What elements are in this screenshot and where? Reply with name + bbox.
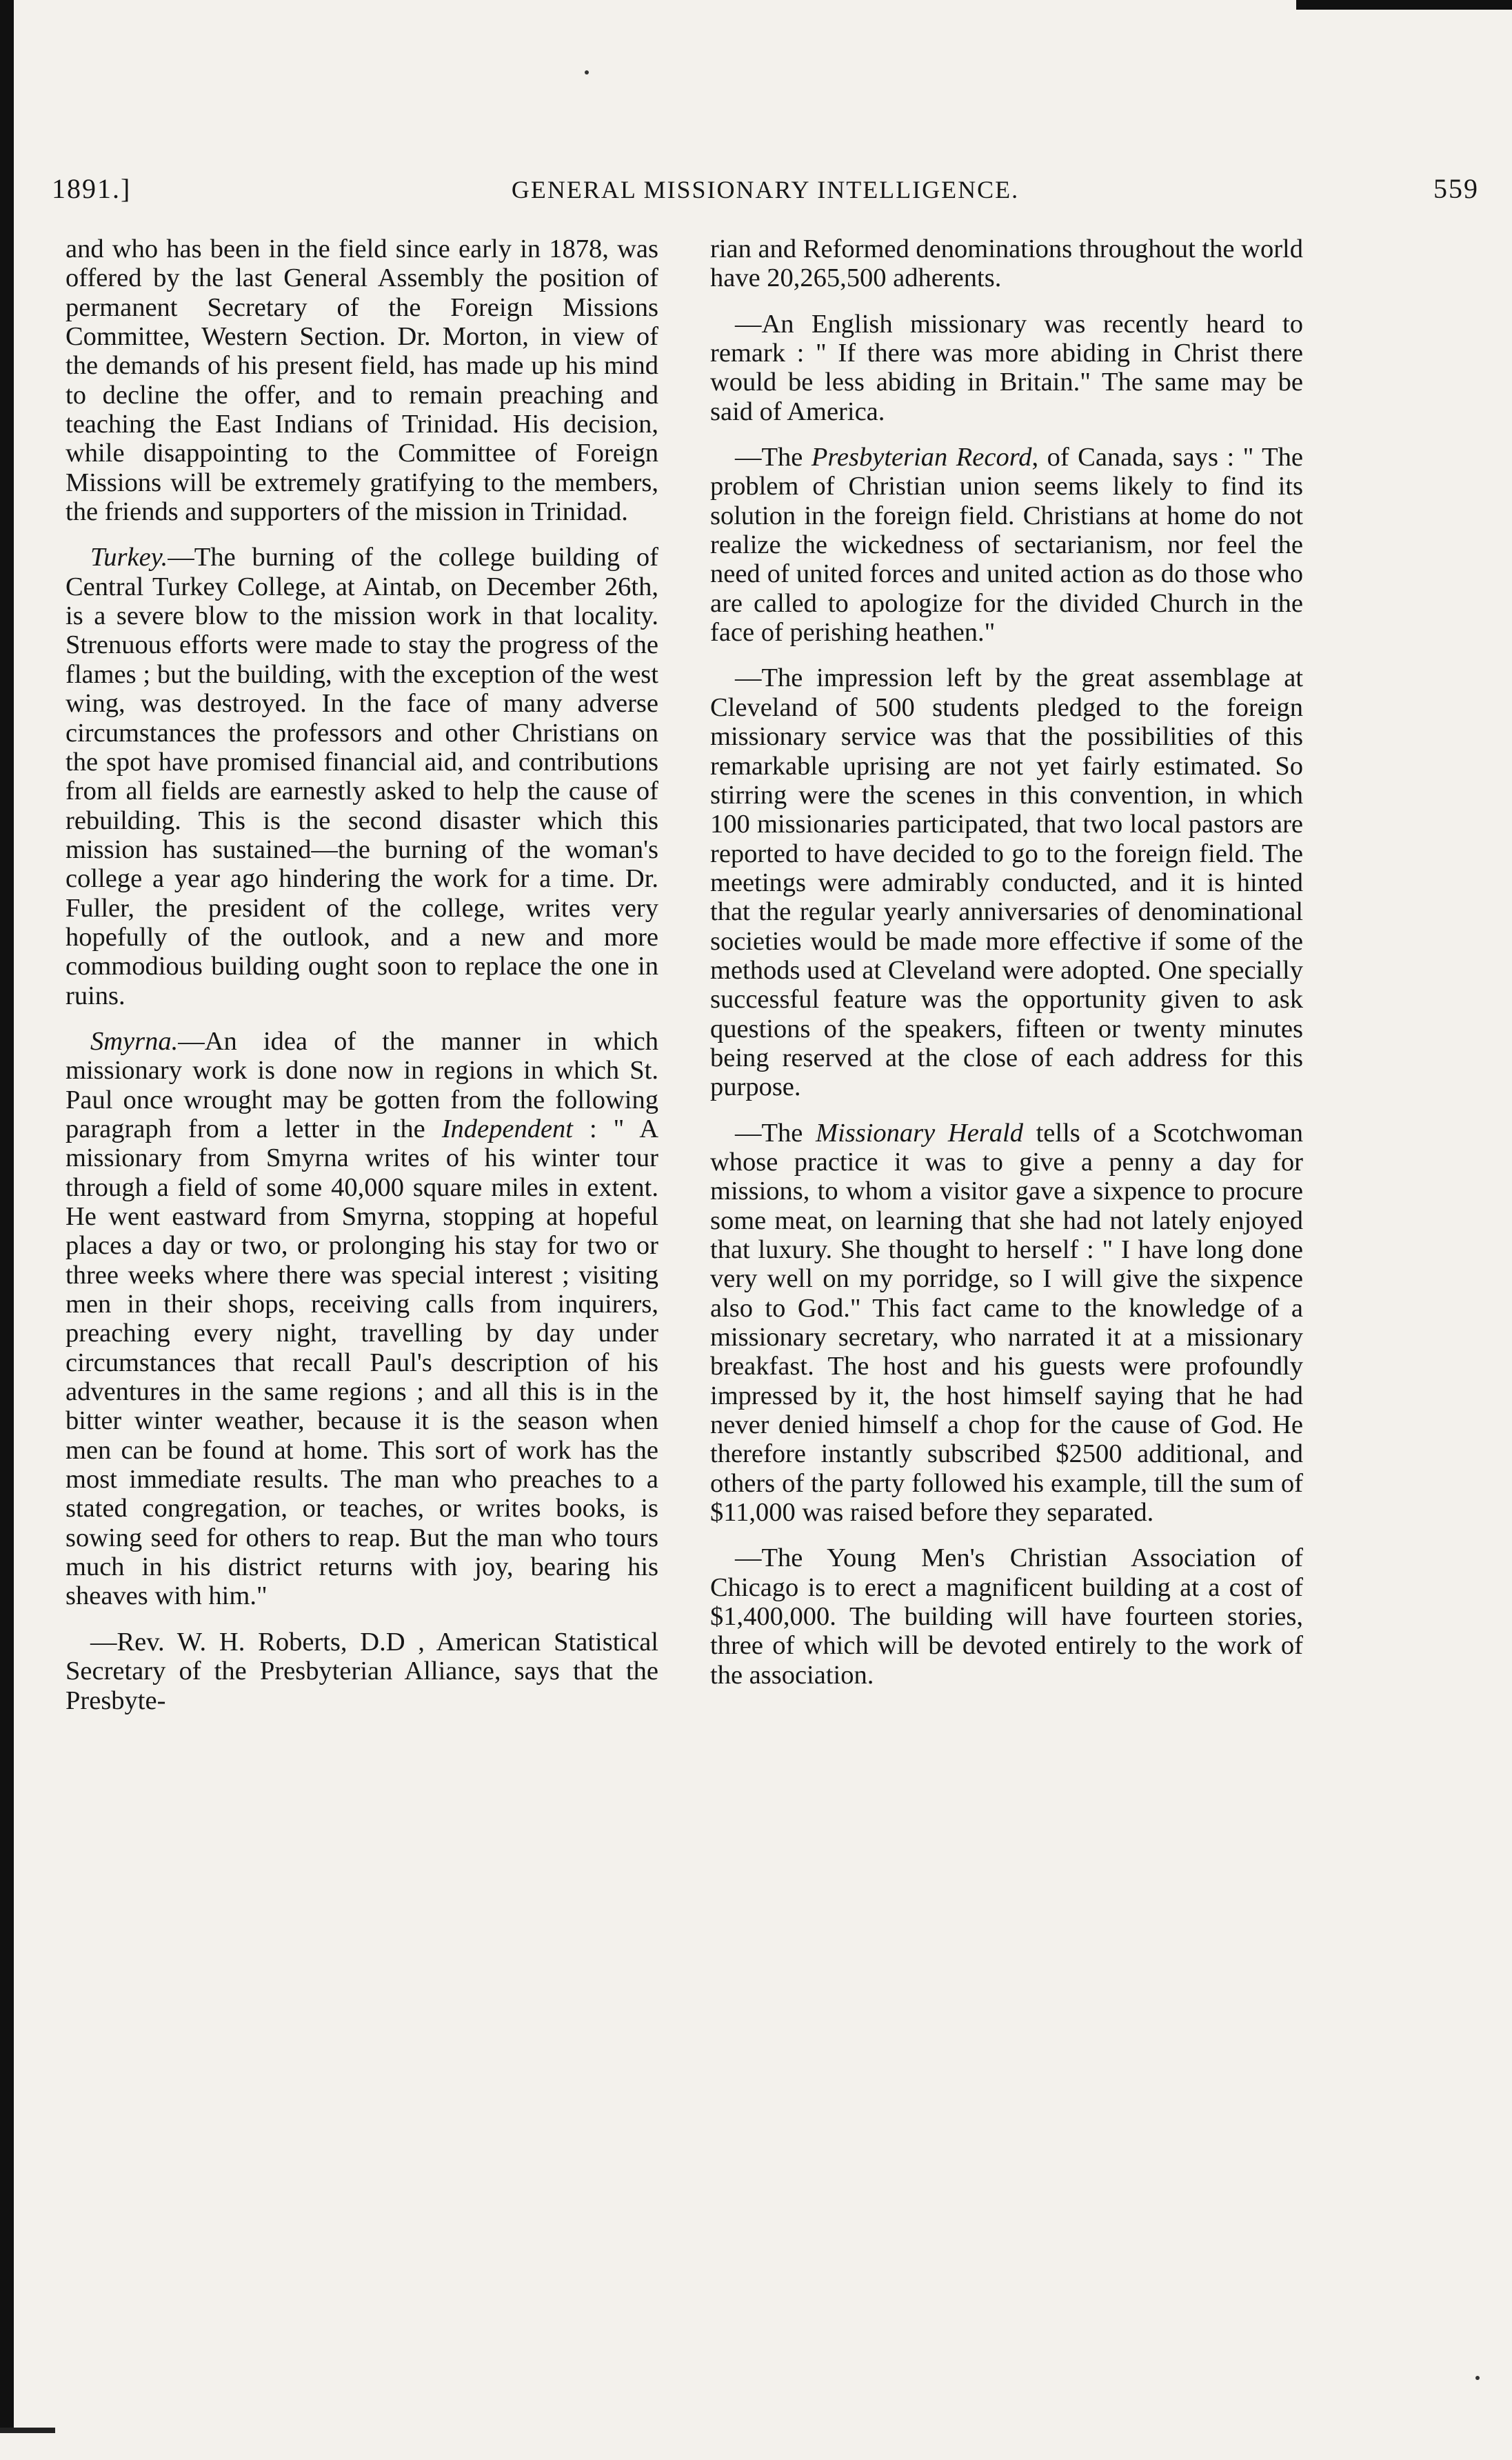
paragraph-turkey-text: —The burning of the college building of Central Turkey College, at Aintab, on December 26th, is a severe blow to the mission work in that locality. Strenuous efforts were made to stay the progress of the flames ; but the building, with the exception of the west wing, was destroyed. In the face of many adverse circumstances the professors and other Christians on the spot have promised financial aid, and contributions from all fields are earnestly asked to help the cause of rebuilding. This is the second disaster which this mission has sustained—the burning of the woman's college a year ago hindering the work for a time. Dr. Fuller, the president of the college, writes very hopefully of the outlook, and a new and more commodious building ought soon to replace the one in ruins. bbox=[65, 543, 658, 1010]
paragraph-prefix: —The bbox=[735, 443, 812, 472]
journal-title-presbyterian-record: Presbyterian Record bbox=[811, 443, 1032, 472]
paragraph-presbyterian-record-text: , of Canada, says : " The problem of Christian union seems likely to find its solution in the foreign field. Christians at home do not realize the wickedness of sectarianism, nor feel the need of united forces and united action as do those who are called to apologize for the divided Church in the face of perishing heathen." bbox=[710, 443, 1304, 648]
header-year: 1891.] bbox=[52, 173, 132, 204]
paragraph-presbyterian-record bbox=[710, 443, 1303, 647]
journal-title-missionary-herald: Missionary Herald bbox=[816, 1118, 1023, 1148]
scan-border-left bbox=[0, 0, 14, 2428]
paragraph-reformed: rian and Reformed denominations throughout the world have 20,265,500 adherents. bbox=[710, 234, 1303, 293]
paragraph-cleveland: —The impression left by the great assemblage at Cleveland of 500 students pledged to the foreign missionary service was that the possibilities of this remarkable uprising are not yet fairly estimated. So stirring were the scenes in this convention, in which 100 missionaries participated, that two local pastors are reported to have decided to go to the foreign field. The meetings were admirably conducted, and it is hinted that the regular yearly anniversaries of denominational societies would be made more effective if some of the methods used at Cleveland were adopted. One specially successful feature was the opportunity given to ask questions of the speakers, fifteen or twenty minutes being reserved at the close of each address for this purpose. bbox=[710, 663, 1303, 1102]
page-number: 559 bbox=[1433, 173, 1479, 204]
paragraph-roberts: —Rev. W. H. Roberts, D.D , American Statistical Secretary of the Presbyterian Alliance, says that the Presbyte- bbox=[65, 1627, 658, 1715]
paragraph-trinidad: and who has been in the field since early in 1878, was offered by the last General Assembly the position of permanent Secretary of the Foreign Missions Committee, Western Section. Dr. Morton, in view of the demands of his present field, has made up his mind to decline the offer, and to remain preaching and teaching the East Indians of Trinidad. His decision, while disappointing to the Committee of Foreign Missions will be extremely gratifying to the members, the friends and supporters of the mission in Trinidad. bbox=[65, 234, 658, 527]
paragraph-missionary-herald-text: tells of a Scotchwoman whose practice it was to give a penny a day for missions, to whom a visitor gave a sixpence to procure some meat, on learning that she had not lately enjoyed that luxury. She thought to herself : " I have long done very well on my porridge, so I will give the sixpence also to God." This fact came to the knowledge of a missionary secretary, who narrated it at a missionary breakfast. The host and his guests were profoundly impressed by it, the host himself saying that he had never denied himself a chop for the cause of God. He therefore instantly subscribed $2500 additional, and others of the party followed his example, till the sum of $11,000 was raised before they separated. bbox=[710, 1118, 1303, 1528]
right-column bbox=[710, 234, 1303, 1706]
scan-mark-bottom bbox=[0, 2428, 55, 2433]
left-column bbox=[65, 234, 658, 1732]
running-header bbox=[52, 172, 1479, 214]
paragraph-missionary-herald bbox=[710, 1119, 1303, 1528]
paragraph-smyrna bbox=[65, 1027, 658, 1611]
section-lead-smyrna: Smyrna. bbox=[90, 1026, 179, 1056]
paragraph-turkey bbox=[65, 543, 658, 1010]
paragraph-ymca-chicago: —The Young Men's Christian Association of Chicago is to erect a magnificent building at a cost of $1,400,000. The building will have fourteen stories, three of which will be devoted entirely to the work of the association. bbox=[710, 1543, 1303, 1690]
section-lead-turkey: Turkey. bbox=[90, 543, 168, 572]
journal-title-independent: Independent bbox=[441, 1114, 573, 1143]
paragraph-smyrna-text-b: : " A missionary from Smyrna writes of his winter tour through a field of some 40,000 square miles in extent. He went eastward from Smyrna, stopping at hopeful places a day or two, or prolonging his stay for two or three weeks where there was special interest ; visiting men in their shops, receiving calls from inquirers, preaching every night, travelling by day under circumstances that recall Paul's description of his adventures in the same regions ; and all this is in the bitter winter weather, because it is the season when men can be found at home. This sort of work has the most immediate results. The man who preaches to a stated congregation, or teaches, or writes books, is sowing seed for others to reap. But the man who tours much in his district returns with joy, bearing his sheaves with him." bbox=[65, 1114, 658, 1611]
paragraph-english-missionary: —An English missionary was recently heard to remark : " If there was more abiding in Christ there would be less abiding in Britain." The same may be said of America. bbox=[710, 309, 1303, 426]
paragraph-prefix: —The bbox=[735, 1118, 816, 1148]
paragraph-smyrna-text-a: —An idea of the manner in which missionary work is done now in regions in which St. Paul once wrought may be gotten from the following paragraph from a letter in the bbox=[65, 1026, 658, 1143]
scan-speck bbox=[1475, 2376, 1480, 2380]
scan-border-top bbox=[1296, 0, 1512, 10]
scan-speck bbox=[585, 70, 589, 74]
header-title: GENERAL MISSIONARY INTELLIGENCE. bbox=[511, 176, 1020, 203]
